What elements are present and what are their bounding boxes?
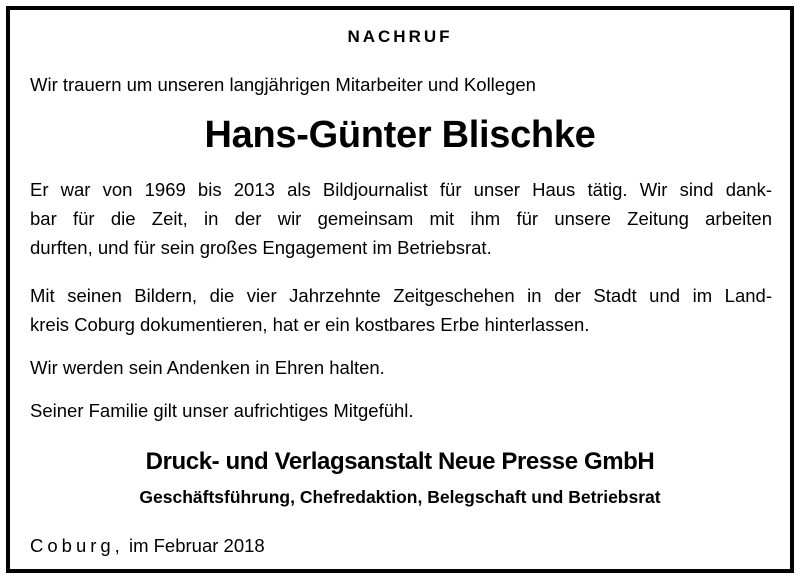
paragraph-legacy-line: kreis Coburg dokumentieren, hat er ein kostbares Erbe hinterlassen.	[30, 314, 590, 335]
place-date-line	[30, 534, 265, 558]
paragraph-remembrance-line: Wir werden sein Andenken in Ehren halten.	[30, 357, 385, 378]
paragraph-condolence	[30, 396, 772, 425]
company-departments: Geschäftsführung, Chefredaktion, Belegschaft und Betriebsrat	[139, 487, 661, 507]
paragraph-legacy-line: Mit seinen Bildern, die vier Jahrzehnte Zeitgeschehen in der Stadt und im Land-	[30, 285, 772, 306]
paragraph-legacy	[30, 281, 772, 339]
paragraph-remembrance	[30, 353, 772, 382]
date: im Februar 2018	[128, 535, 265, 556]
paragraph-career-line: durften, und für sein großes Engagement im Betriebsrat.	[30, 237, 492, 258]
notice-heading: NACHRUF	[347, 27, 453, 46]
place: Coburg,	[30, 535, 124, 556]
company-name: Druck- und Verlagsanstalt Neue Presse GmbH	[145, 448, 655, 475]
paragraph-career-line: bar für die Zeit, in der wir gemeinsam mit ihm für unsere Zeitung arbeiten	[30, 208, 772, 229]
intro-line: Wir trauern um unseren langjährigen Mitarbeiter und Kollegen	[30, 74, 536, 95]
paragraph-career-line: Er war von 1969 bis 2013 als Bildjournalist für unser Haus tätig. Wir sind dank-	[30, 179, 772, 200]
paragraph-condolence-line: Seiner Familie gilt unser aufrichtiges Mitgefühl.	[30, 400, 414, 421]
deceased-name: Hans-Günter Blischke	[204, 114, 596, 156]
paragraph-career	[30, 175, 772, 262]
